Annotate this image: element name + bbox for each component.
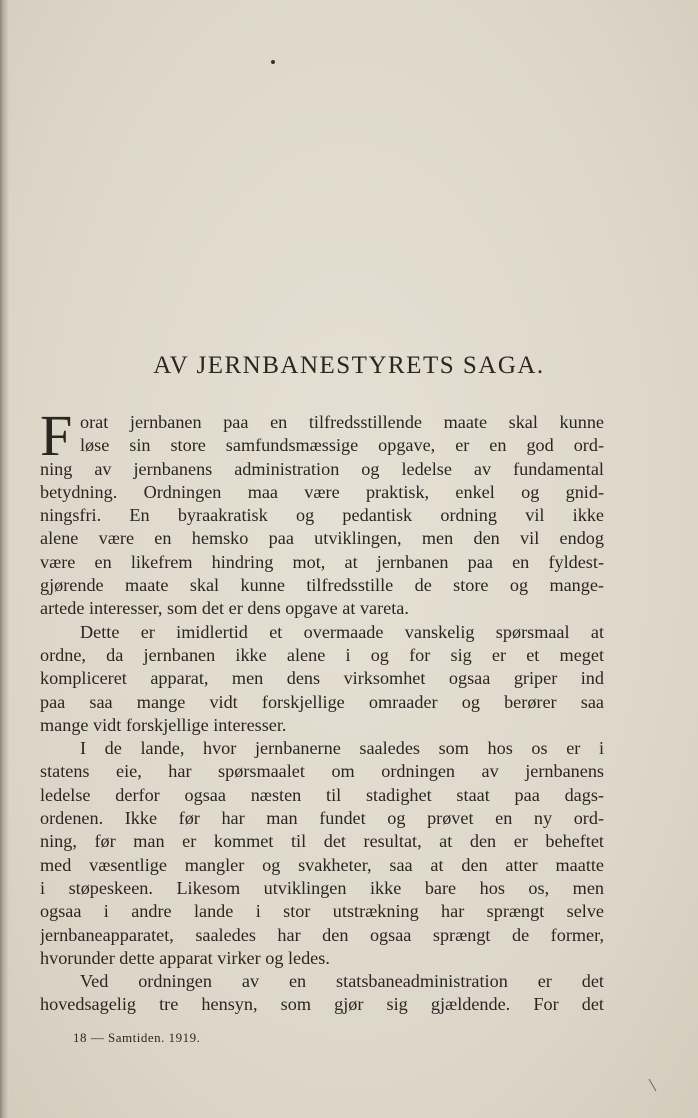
article-body	[40, 403, 604, 1017]
text-line: ningsfri. En byraakratisk og pedantisk ordning vil ikke	[40, 505, 604, 526]
text-line: gjørende maate skal kunne tilfredsstille de store og mange-	[40, 575, 604, 596]
page-binding-edge	[0, 0, 9, 1118]
text-line: løse sin store samfundsmæssige opgave, er en god ord-	[80, 435, 604, 456]
text-line: ordenen. Ikke før har man fundet og prøvet en ny ord-	[40, 808, 604, 829]
text-line: I de lande, hvor jernbanerne saaledes som hos os er i	[80, 738, 604, 759]
text-line: mange vidt forskjellige interesser.	[40, 714, 287, 735]
text-line: hovedsagelig tre hensyn, som gjør sig gjældende. For det	[40, 994, 604, 1015]
text-line: paa saa mange vidt forskjellige omraader og berører saa	[40, 691, 604, 712]
page-footer: 18 — Samtiden. 1919.	[73, 1030, 201, 1045]
drop-cap: F	[40, 403, 73, 468]
text-line: Ved ordningen av en statsbaneadministration er det	[80, 971, 604, 992]
text-line: orat jernbanen paa en tilfredsstillende maate skal kunne	[80, 412, 604, 432]
text-line: i støpeskeen. Likesom utviklingen ikke bare hos os, men	[40, 877, 604, 898]
text-line: statens eie, har spørsmaalet om ordningen av jernbanens	[40, 761, 604, 782]
text-line: ordne, da jernbanen ikke alene i og for sig er et meget	[40, 644, 604, 665]
text-line: ogsaa i andre lande i stor utstrækning har sprængt selve	[40, 901, 604, 922]
ink-speck	[271, 60, 275, 64]
text-line: ning, før man er kommet til det resultat, at den er beheftet	[40, 831, 604, 852]
text-line: Dette er imidlertid et overmaade vanskelig spørsmaal at	[80, 621, 604, 642]
text-line: med væsentlige mangler og svakheter, saa at den atter maatte	[40, 854, 604, 875]
text-line: hvorunder dette apparat virker og ledes.	[40, 947, 330, 968]
text-line: være en likefrem hindring mot, at jernbanen paa en fyldest-	[40, 551, 604, 572]
text-line: ledelse derfor ogsaa næsten til stadighet staat paa dags-	[40, 784, 604, 805]
text-line: alene være en hemsko paa utviklingen, men den vil endog	[40, 528, 604, 549]
text-line: ning av jernbanens administration og ledelse av fundamental	[40, 458, 604, 479]
text-line: betydning. Ordningen maa være praktisk, enkel og gnid-	[40, 481, 604, 502]
page-title: AV JERNBANESTYRETS SAGA.	[153, 352, 545, 379]
text-line: kompliceret apparat, men dens virksomhet ogsaa griper ind	[40, 668, 604, 689]
text-line: jernbaneapparatet, saaledes har den ogsaa sprængt de former,	[40, 924, 604, 945]
text-line: artede interesser, som det er dens opgave at vareta.	[40, 598, 409, 619]
